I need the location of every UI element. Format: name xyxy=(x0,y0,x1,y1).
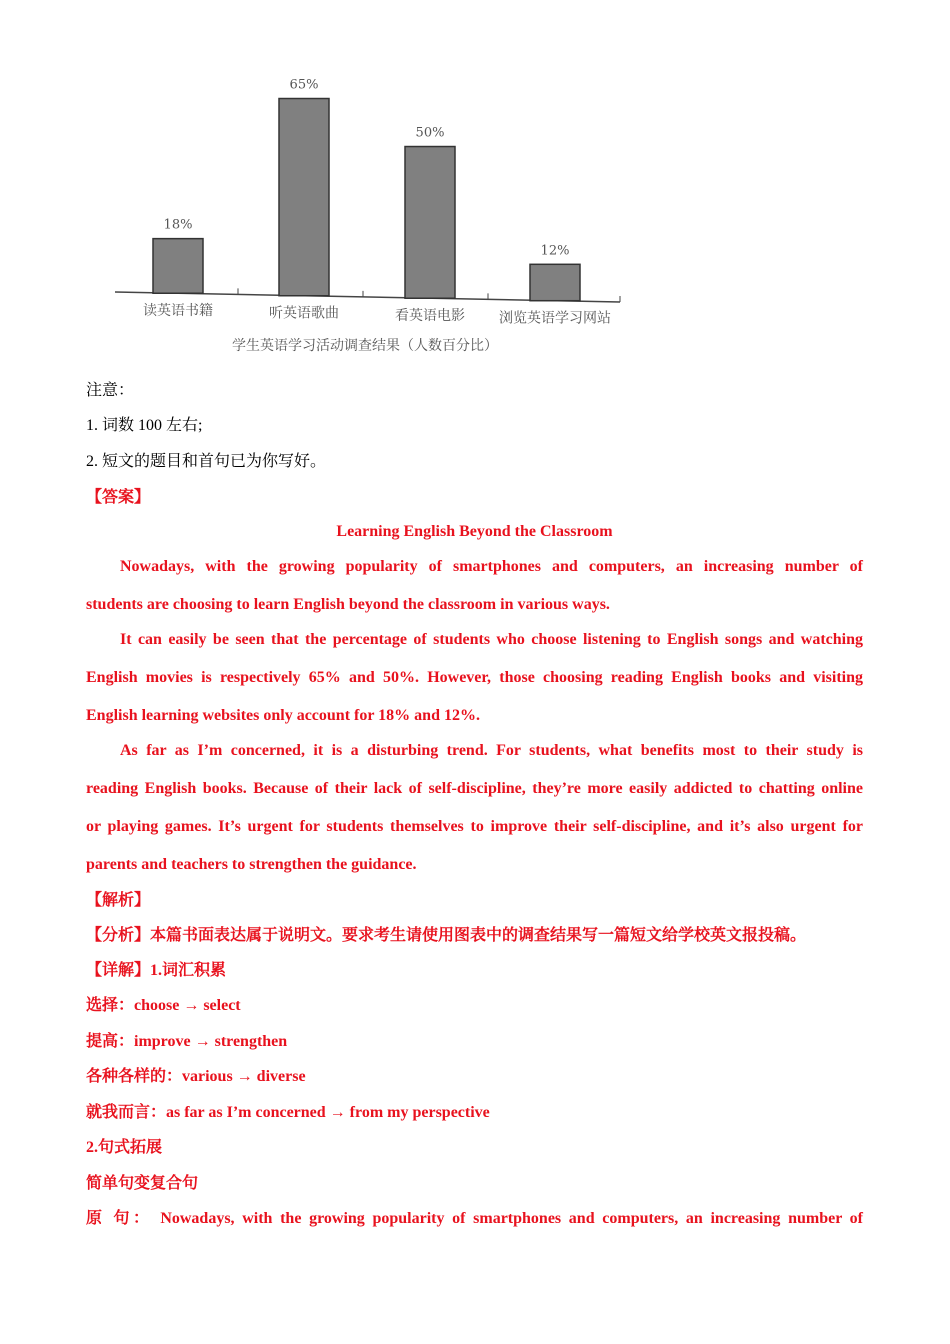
answer-para1-line1: Nowadays, with the growing popularity of smartphones and computers, an increasing number of xyxy=(120,558,863,575)
category-label: 看英语电影 xyxy=(395,308,465,325)
notes-heading: 注意： xyxy=(86,382,135,399)
analysis-summary: 【分析】本篇书面表达属于说明文。要求考生请使用图表中的调查结果写一篇短文给学校英文报投稿。 xyxy=(86,927,807,944)
bar-value-label: 65% xyxy=(289,77,319,93)
vocab-item: 就我而言：as far as I’m concerned → from my perspective xyxy=(86,1104,490,1121)
answer-para2-line3: English learning websites only account for 18% and 12%. xyxy=(86,707,480,724)
answer-para2-line1: It can easily be seen that the percentage of students who choose listening to English songs and watching xyxy=(120,631,863,648)
sentence-subheading: 简单句变复合句 xyxy=(86,1175,199,1192)
original-sentence-line: 原 句： Nowadays, with the growing popularity of smartphones and computers, an increasing number of xyxy=(86,1210,863,1227)
detail-heading: 【详解】1.词汇积累 xyxy=(86,962,227,979)
vocab-item: 选择：choose → select xyxy=(86,997,241,1014)
bar-value-label: 12% xyxy=(540,243,570,259)
analysis-label: 【解析】 xyxy=(86,892,151,909)
answer-para1-line2: students are choosing to learn English beyond the classroom in various ways. xyxy=(86,596,610,613)
answer-label: 【答案】 xyxy=(86,489,151,506)
survey-bar-chart xyxy=(100,77,640,370)
vocab-item: 提高：improve → strengthen xyxy=(86,1033,288,1050)
answer-para3-line1: As far as I’m concerned, it is a disturbing trend. For students, what benefits most to their study is xyxy=(120,742,863,759)
category-label: 读英语书籍 xyxy=(143,303,213,320)
answer-para3-line4: parents and teachers to strengthen the guidance. xyxy=(86,856,417,873)
answer-para2-line2: English movies is respectively 65% and 50%. However, those choosing reading English books and visiting xyxy=(86,669,863,686)
bar-value-label: 18% xyxy=(163,217,193,233)
answer-para3-line3: or playing games. It’s urgent for students themselves to improve their self-discipline, and it’s also urgent for xyxy=(86,818,863,835)
answer-title: Learning English Beyond the Classroom xyxy=(336,523,613,540)
chart-title: 学生英语学习活动调查结果（人数百分比） xyxy=(232,338,498,354)
notes-item-1: 1. 词数 100 左右; xyxy=(86,417,203,434)
category-label: 浏览英语学习网站 xyxy=(499,310,611,327)
sentence-heading: 2.句式拓展 xyxy=(86,1139,163,1156)
bar-value-label: 50% xyxy=(415,125,445,141)
chart-svg xyxy=(100,77,640,370)
bar xyxy=(530,264,580,300)
bar xyxy=(405,147,455,299)
vocab-item: 各种各样的：various → diverse xyxy=(86,1068,306,1085)
answer-para3-line2: reading English books. Because of their lack of self-discipline, they’re more easily addicted to chatting online xyxy=(86,780,863,797)
bar xyxy=(153,239,203,294)
bar xyxy=(279,99,329,296)
notes-item-2: 2. 短文的题目和首句已为你写好。 xyxy=(86,453,327,470)
category-label: 听英语歌曲 xyxy=(269,305,339,322)
